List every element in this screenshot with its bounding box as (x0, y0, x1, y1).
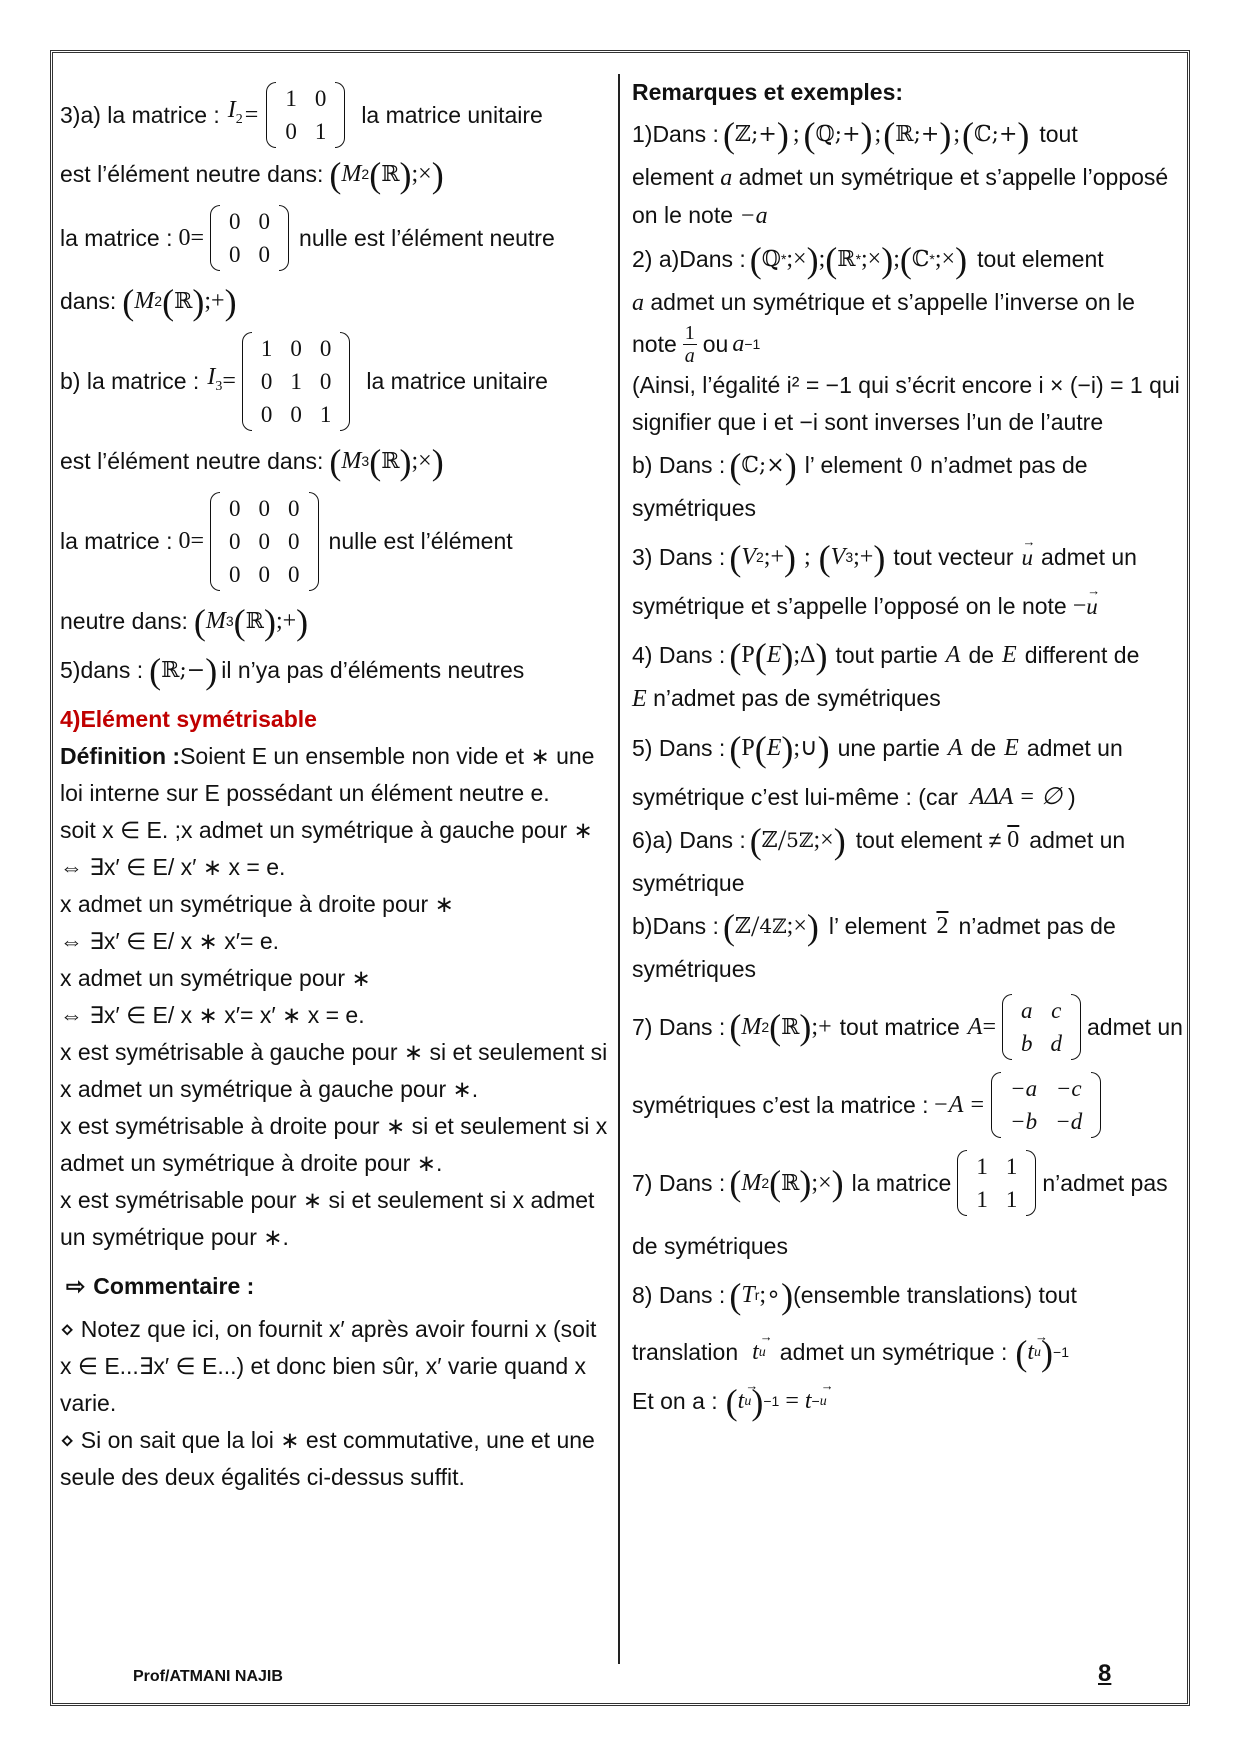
matrix-entry: 0 (260, 402, 273, 427)
remark-5-text: symétrique c’est lui-même : (car AΔA = ∅ ) (632, 784, 1076, 810)
matrix-bracket-left (957, 1150, 967, 1216)
matrix-body (1001, 1072, 1091, 1138)
matrix-entry: 0 (288, 529, 300, 554)
matrix-entry: 0 (260, 369, 273, 394)
matrix-entry: 1 (1005, 1187, 1018, 1212)
para-neutre-dans-M3: neutre dans: ( M 3 ( ℝ ) ;+ ) (60, 601, 309, 642)
remark-3-text: symétrique et s’appelle l’opposé on le note − u → (632, 588, 1184, 625)
matrix-entry: 0 (288, 562, 300, 587)
remark-2a-text: a admet un symétrique et s’appelle l’inverse on le (632, 289, 1135, 316)
matrix-zero-2 (210, 205, 289, 271)
matrix-bracket-left (991, 1072, 1001, 1138)
matrix-body (252, 332, 341, 431)
matrix-entry: 1 (1005, 1154, 1018, 1179)
matrix-entry: 0 (258, 242, 271, 267)
matrix-minus-A (991, 1072, 1101, 1138)
matrix-entry: 1 (319, 402, 332, 427)
remark-1-text: element a admet un symétrique et s’appelle l’opposé on le note −a (632, 164, 1169, 229)
matrix-bracket-right (340, 332, 350, 431)
matrix-entry: 1 (290, 369, 302, 394)
matrix-entry: 0 (229, 529, 241, 554)
para-zero-matrix: la matrice : 0 = 0 0 0 0 nulle est l’élément neutre (60, 205, 612, 271)
para-3b: b) la matrice : $I_3$ = 1 0 0 0 1 0 0 0 1 la matrice unitaire (60, 332, 612, 431)
left-column (60, 82, 612, 1496)
right-column: Remarques et exemples: 1)Dans : ( ℤ;+ ) ; ( ℚ;+ ) ; ( ℝ;+ ) ; ( ℂ;+ ) tout element a admet un symétrique et s’appelle l’opposé on le note −a 2) a)Dans : ( ℚ * ;× ) ; ( ℝ * ;× ) ; ( ℂ * ;× ) tout element a admet un symétrique et s’appelle l’inverse on le note $\frac{1}{a}$ ou a −1 (Ainsi, l’égalité i² = −1 qui s’écrit encore i × (−i) = 1 qui signifier que i et −i sont inverses l’un de l’autre b) Dans : ( ℂ;× ) l’ element 0 n’admet pas de symétriques 3) Dans : ( V 2 ;+ ) ; ( V 3 ;+ ) tout vecteur u → admet un symétrique et s’appelle l’opposé on le note − u → 4) Dans : ( P ( E ) ;Δ ) tout partie A de E different de E n’admet pas de symétriques 5) Dans : ( P ( E ) ;∪ ) une partie A de E admet un symétrique c’est lui-même : (car AΔA = ∅ ) 6)a) Dans : ( ℤ / 5ℤ ;× ) tout element ≠ 0 admet un symétrique b)Dans : ( ℤ / 4ℤ ;× ) l’ element 2 n’admet pas de symétriques 7) Dans : ( M 2 ( ℝ ) ;+ tout matrice A = a c b d admet un symétriques c’est la matrice : −A = −a −c −b −d 7) Dans : ( M 2 ( ℝ ) ;× ) la matrice 1 1 1 1 n’admet pas de symétriques 8) Dans : ( T r ;∘ ) (ensemble translations) tout translation t u → admet un symétrique : ( t u → ) −1 Et on a : ( t u → ) −1 = t − u → (632, 72, 1184, 1420)
column-divider (618, 74, 620, 1664)
matrix-ones (957, 1150, 1036, 1216)
comment-item: ⋄ Notez que ici, on fournit x′ après avoir fourni x (soit x ∈ E...∃x′ ∈ E...) et donc bien sûr, x′ varie quand x varie. (60, 1316, 597, 1416)
matrix-entry: d (1050, 1031, 1062, 1056)
matrix-entry: a (1021, 998, 1033, 1023)
remark-6a: 6)a) Dans : ( ℤ / 5ℤ ;× ) tout element ≠ 0 admet un (632, 820, 1126, 861)
page-number: 8 (1098, 1660, 1112, 1687)
remark-7a-text: symétriques c’est la matrice : −A = −a −c −b −d (632, 1072, 1184, 1138)
remark-2-note: (Ainsi, l’égalité i² = −1 qui s’écrit encore i × (−i) = 1 qui signifier que i et −i sont inverses l’un de l’autre (632, 372, 1180, 435)
matrix-entry: −b (1010, 1109, 1038, 1134)
matrix-bracket-right (335, 82, 345, 148)
matrix-entry: 0 (319, 369, 332, 394)
matrix-entry: −c (1055, 1076, 1082, 1101)
matrix-body (1012, 994, 1071, 1060)
para-dans-M2-plus: dans: ( M 2 ( ℝ ) ;+ ) (60, 281, 237, 322)
matrix-entry: c (1051, 998, 1062, 1023)
def-line: x est symétrisable à droite pour ∗ si et seulement si x admet un symétrique à droite pour ∗. (60, 1113, 608, 1176)
matrix-bracket-right (1071, 994, 1081, 1060)
remark-6b: b)Dans : ( ℤ / 4ℤ ;× ) l’ element 2 n’admet pas de (632, 906, 1116, 947)
matrix-entry: 0 (258, 209, 271, 234)
matrix-entry: 0 (285, 119, 297, 144)
para-zero-matrix-3: la matrice : 0 = 0 0 0 0 0 0 0 0 0 nulle est l’élément (60, 492, 612, 591)
matrix-A (1002, 994, 1081, 1060)
matrix-entry: 0 (258, 562, 271, 587)
remark-7a: 7) Dans : ( M 2 ( ℝ ) ;+ tout matrice A = a c b d admet un (632, 994, 1184, 1060)
matrix-bracket-right (309, 492, 319, 591)
def-line: x admet un symétrique à droite pour ∗ (60, 891, 454, 917)
matrix-entry: 1 (976, 1187, 988, 1212)
matrix-entry: −a (1010, 1076, 1038, 1101)
remark-4-text: E n’admet pas de symétriques (632, 685, 941, 712)
matrix-body (220, 205, 279, 271)
matrix-bracket-left (210, 492, 220, 591)
remark-5: 5) Dans : ( P ( E ) ;∪ ) une partie A de E admet un (632, 728, 1123, 769)
matrix-bracket-right (279, 205, 289, 271)
remark-8-text: translation t u → admet un symétrique : ( t u → ) −1 (632, 1334, 1184, 1371)
matrix-body (276, 82, 335, 148)
author-footer: Prof/ATMANI NAJIB (133, 1668, 283, 1685)
remark-9: Et on a : ( t u → ) −1 = t − u → (632, 1383, 1184, 1420)
remark-2b: b) Dans : ( ℂ;× ) l’ element 0 n’admet pas de (632, 445, 1088, 486)
def-line: soit x ∈ E. ;x admet un symétrique à gauche pour ∗ (60, 817, 593, 843)
matrix-entry: 0 (314, 86, 327, 111)
def-line: x admet un symétrique pour ∗ (60, 965, 371, 991)
remark-7b: 7) Dans : ( M 2 ( ℝ ) ;× ) la matrice 1 1 1 1 n’admet pas (632, 1150, 1184, 1216)
para-3a: 3)a) la matrice : $I_2$ = 1 0 0 1 la matrice unitaire (60, 82, 612, 144)
def-line: x est symétrisable à gauche pour ∗ si et seulement si x admet un symétrique à gauche pour ∗. (60, 1039, 608, 1102)
def-line: ⇔ ∃x′ ∈ E/ x ∗ x′= x′ ∗ x = e. (60, 1002, 365, 1028)
matrix-entry: 0 (290, 336, 302, 361)
remark-4: 4) Dans : ( P ( E ) ;Δ ) tout partie A de E different de (632, 635, 1140, 676)
matrix-entry: 1 (285, 86, 297, 111)
matrix-bracket-left (242, 332, 252, 431)
arrow-right-icon: ⇨ (66, 1273, 86, 1299)
remark-3: 3) Dans : ( V 2 ;+ ) ; ( V 3 ;+ ) tout vecteur u → admet un (632, 539, 1184, 576)
matrix-entry: 0 (288, 496, 300, 521)
comment-item: ⋄ Si on sait que la loi ∗ est commutative, une et une seule des deux égalités ci-dessus suffit. (60, 1427, 595, 1490)
remark-2a: 2) a)Dans : ( ℚ * ;× ) ; ( ℝ * ;× ) ; ( ℂ * ;× ) tout element (632, 239, 1104, 280)
def-line: ⇔ ∃x′ ∈ E/ x ∗ x′= e. (60, 928, 280, 954)
matrix-bracket-left (210, 205, 220, 271)
matrix-entry: 0 (258, 529, 271, 554)
matrix-entry: 1 (314, 119, 327, 144)
matrix-entry: 0 (229, 562, 241, 587)
matrix-bracket-right (1091, 1072, 1101, 1138)
def-line: x est symétrisable pour ∗ si et seulement si x admet un symétrique pour ∗. (60, 1187, 595, 1250)
matrix-entry: 1 (260, 336, 273, 361)
matrix-body (967, 1150, 1026, 1216)
def-line: ⇔ ∃x′ ∈ E/ x′ ∗ x = e. (60, 854, 286, 880)
matrix-I3 (242, 332, 351, 431)
remark-1: 1)Dans : ( ℤ;+ ) ; ( ℚ;+ ) ; ( ℝ;+ ) ; ( ℂ;+ ) tout (632, 114, 1078, 155)
matrix-zero-3 (210, 492, 319, 591)
para-5: 5)dans : ( ℝ;− ) il n’ya pas d’éléments neutres (60, 650, 525, 691)
matrix-entry: 0 (290, 402, 302, 427)
matrix-entry: 0 (319, 336, 332, 361)
definition: Définition :Soient E un ensemble non vide et ∗ une loi interne sur E possédant un élément neutre e. (60, 743, 595, 806)
section-heading-element-symetrisable: 4)Elément symétrisable (60, 706, 317, 732)
remarks-title: Remarques et exemples: (632, 79, 904, 105)
matrix-entry: b (1021, 1031, 1033, 1056)
matrix-entry: 0 (229, 209, 241, 234)
matrix-entry: 1 (976, 1154, 988, 1179)
matrix-entry: −d (1055, 1109, 1083, 1134)
matrix-bracket-right (1026, 1150, 1036, 1216)
para-neutral-M2-times: est l’élément neutre dans: ( M 2 ( ℝ ) ;× ) (60, 154, 444, 195)
matrix-I2 (266, 82, 345, 148)
matrix-entry: 0 (229, 242, 241, 267)
remark-2a-note: note $\frac{1}{a}$ ou a −1 (632, 322, 761, 367)
matrix-bracket-left (266, 82, 276, 148)
remark-8: 8) Dans : ( T r ;∘ ) (ensemble translations) tout (632, 1275, 1077, 1316)
matrix-entry: 0 (258, 496, 271, 521)
matrix-entry: 0 (229, 496, 241, 521)
matrix-body (220, 492, 309, 591)
matrix-bracket-left (1002, 994, 1012, 1060)
para-neutral-M3-times: est l’élément neutre dans: ( M 3 ( ℝ ) ;× ) (60, 441, 444, 482)
commentaire-heading: ⇨ Commentaire : (66, 1268, 612, 1305)
